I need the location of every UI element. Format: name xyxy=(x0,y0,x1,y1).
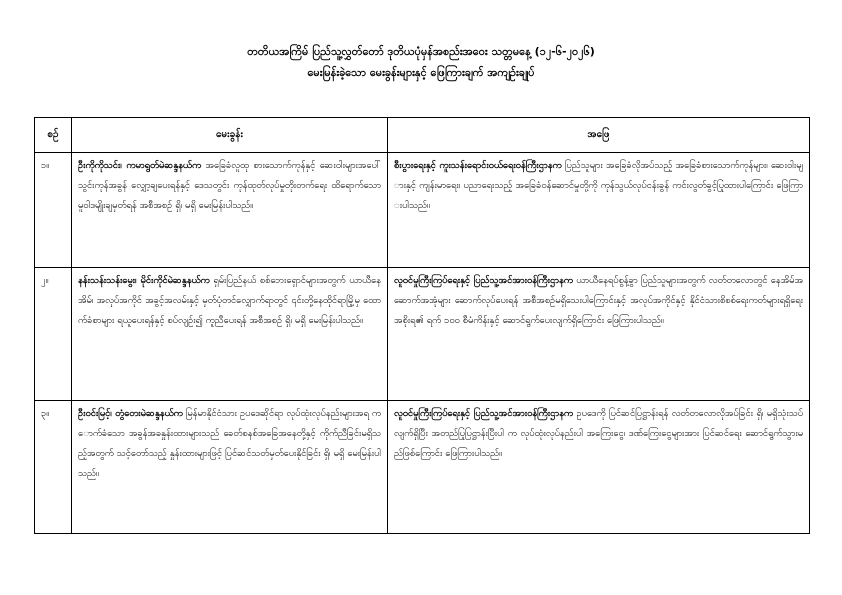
header-question: မေးခွန်း xyxy=(72,118,388,153)
question-cell xyxy=(72,401,388,534)
answer-cell xyxy=(388,268,810,401)
question-text: မြန်မာနိုင်ငံသား ဥပဒေဆိုင်ရာ လုပ်ထုံးလုပ်နည်းများအရ ကောက်ခံသော အခွန်အခနှုန်းထားများသည် ခေတ်စနစ်အခြေအနေတို့နှင့် ကိုက်ညီခြင်းမရှိသည့်အတွက် သင့်တော်သည့် နှုန်းထားများဖြင့် ပြင်ဆင်သတ်မှတ်ပေးနိုင်ခြင်း ရှိ၊ မရှိ မေးမြန်းပါသည်။ xyxy=(78,408,381,479)
table-row xyxy=(35,401,810,534)
answering-ministry: လူဝင်မှုကြီးကြပ်ရေးနှင့် ပြည်သူ့အင်အားဝန်ကြီးဌာနက xyxy=(394,275,573,286)
row-number: ၃။ xyxy=(35,401,72,534)
answer-text: ယာယီနေရပ်စွန့်ခွာ ပြည်သူများအတွက် လတ်တလောတွင် နေအိမ်အဆောက်အအုံများ ဆောက်လုပ်ပေးရန် အစီအစဉ်မရှိသေးပါကြောင်းနှင့် အလုပ်အကိုင်နှင့် နိုင်ငံသားစိစစ်ရေးကတ်များရရှိရေး အစိုးရ၏ ရက် ၁၀၀ စီမံကိန်းနှင့် ဆောင်ရွက်ပေးလျက်ရှိကြောင်း ဖြေကြားပါသည်။ xyxy=(394,275,803,326)
header-no: စဉ် xyxy=(35,118,72,153)
table-row xyxy=(35,268,810,401)
answer-text: ပြည်သူများ အခြေခံလိုအပ်သည့် အခြေခံစားသောက်ကုန်များ၊ ဆေးဝါးများနှင့် ကျန်းမာရေး၊ ပညာရေးသည့် အခြေခံဝန်ဆောင်မှုတို့ကို ကုန်သွယ်လုပ်ငန်းခွန် ကင်းလွတ်ခွင့်ပြုထားပါကြောင်း ဖြေကြားပါသည်။ xyxy=(394,160,804,211)
answer-cell xyxy=(388,401,810,534)
questioner-name: ဦးကိုကိုသင်း၊ ကမာရွတ်မဲဆန္ဒနယ်က xyxy=(78,160,202,171)
answering-ministry: လူဝင်မှုကြီးကြပ်ရေးနှင့် ပြည်သူ့အင်အားဝန်ကြီးဌာနက xyxy=(394,408,574,419)
header-answer: အဖြေ xyxy=(388,118,810,153)
questioner-name: နန်းသန်းသန်းမွေး၊ မိုင်းကိုင်မဲဆန္ဒနယ်က xyxy=(78,275,210,286)
question-text: အခြေခံလူထု စားသောက်ကုန်နှင့် ဆေးဝါးများအပေါ် သွင်းကုန်အခွန် လျှော့ချပေးရန်နှင့် ဒေသတွင်း ကုန်ထုတ်လုပ်မှုတိုးတက်ရေး ထိရောက်သော မူဝါဒမျိုးချမှတ်ရန် အစီအစဉ် ရှိ၊ မရှိ မေးမြန်းပါသည်။ xyxy=(78,160,381,211)
answer-cell xyxy=(388,153,810,268)
answering-ministry: စီးပွားရေးနှင့် ကူးသန်းရောင်းဝယ်ရေးဝန်ကြီးဌာနက xyxy=(394,160,562,171)
qa-table xyxy=(34,117,810,534)
table-header-row xyxy=(35,118,810,153)
row-number: ၂။ xyxy=(35,268,72,401)
question-cell xyxy=(72,153,388,268)
document-title: တတိယအကြိမ် ပြည်သူ့လွှတ်တော် ဒုတိယပုံမှန်အစည်းအဝေး သတ္တမနေ့ (၁၂-၆-၂၀၂၆) xyxy=(247,45,595,58)
table-row xyxy=(35,153,810,268)
row-number: ၁။ xyxy=(35,153,72,268)
questioner-name: ဦးဝင်းမြင့်၊ တွံတေးမဲဆန္ဒနယ်က xyxy=(78,408,183,419)
answer-text: ဥပဒေကို ပြင်ဆင်ပြဋ္ဌာန်းရန် လတ်တလောလိုအပ်ခြင်း ရှိ၊ မရှိသုံးသပ်လျက်ရှိပြီး အတည်ပြုပြဋ္ဌာန်းပြီးပါ က လုပ်ထုံးလုပ်နည်းပါ အကြေးငွေ၊ ဒဏ်ကြေးငွေများအား ပြင်ဆင်ရေး ဆောင်ရွက်သွားမည်ဖြစ်ကြောင်း ဖြေကြားပါသည်။ xyxy=(394,408,803,459)
question-text: ရှမ်းပြည်နယ် စစ်ဘေးရှောင်များအတွက် ယာယီနေအိမ်၊ အလုပ်အကိုင် အခွင့်အလမ်းနှင့် မှတ်ပုံတင်လျှောက်ရာတွင် ၎င်းတို့နေထိုင်ရာမြို့မှ ထောက်ခံစာများ ရယူပေးရန်နှင့် စပ်လျဉ်း၍ ကူညီပေးရန် အစီအစဉ် ရှိ၊ မရှိ မေးမြန်းပါသည်။ xyxy=(78,275,381,326)
document-subtitle: မေးမြန်းခဲ့သော မေးခွန်းများနှင့် ဖြေကြားချက် အကျဉ်းချုပ် xyxy=(307,66,535,79)
question-cell xyxy=(72,268,388,401)
